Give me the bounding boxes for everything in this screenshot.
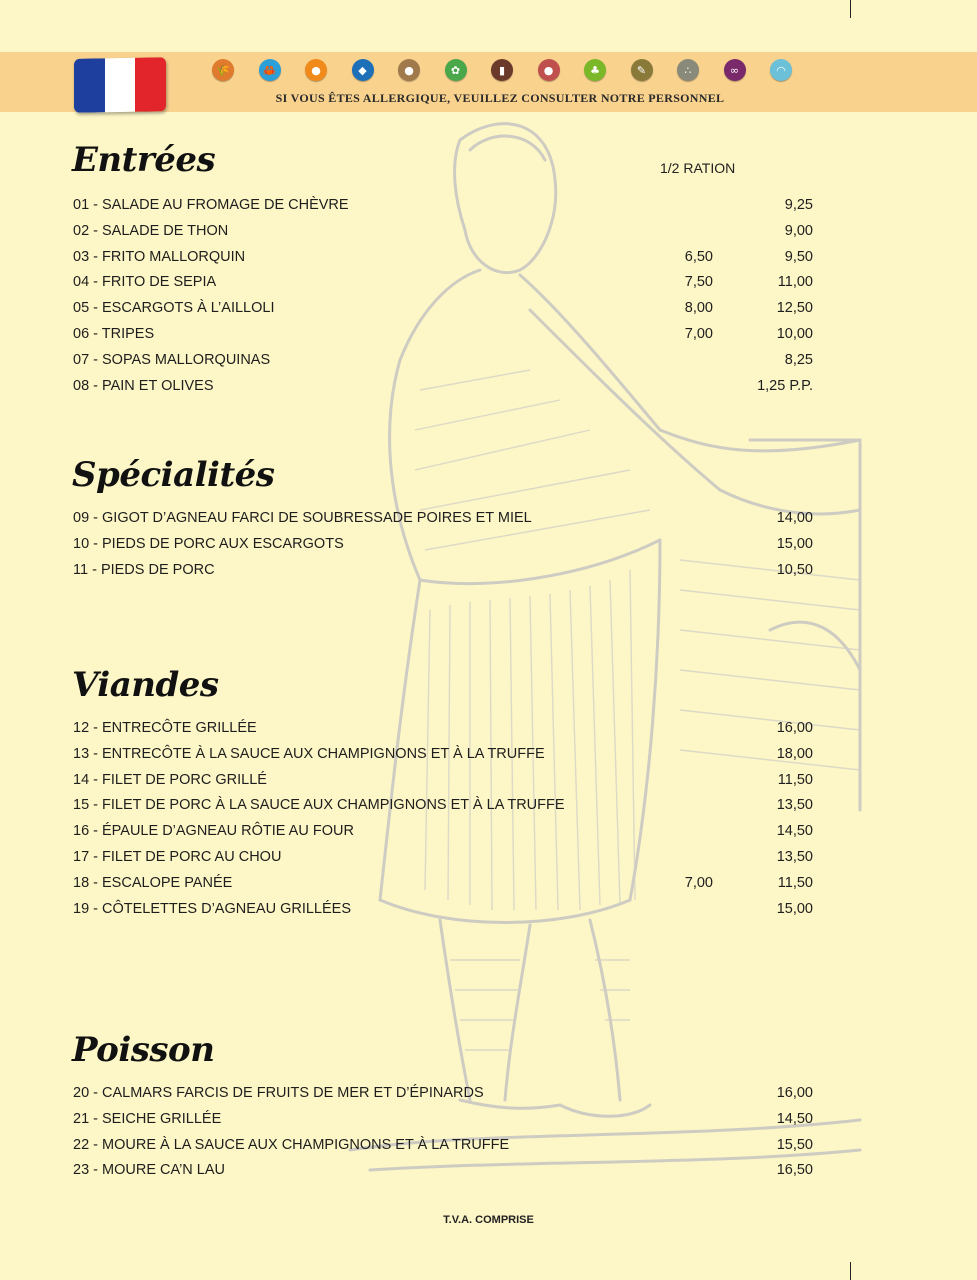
fish-icon: ◆ <box>352 59 374 81</box>
menu-item-price: 9,25 <box>784 197 813 213</box>
menu-item-name: 22 - MOURE À LA SAUCE AUX CHAMPIGNONS ET À LA TRUFFE <box>73 1136 510 1153</box>
menu-item-price: 11,50 <box>777 874 813 891</box>
menu-item-price: 14,50 <box>776 823 813 840</box>
menu-item-name: 04 - FRITO DE SEPIA <box>73 274 217 291</box>
sulphite-icon: ∞ <box>724 59 746 81</box>
menu-item <box>73 300 813 322</box>
menu-item-half-price: 7,00 <box>684 874 713 891</box>
crustacean-icon: 🦀 <box>259 59 281 81</box>
menu-item <box>73 197 813 219</box>
menu-item-half-price: 6,50 <box>684 248 713 265</box>
menu-item-name: 01 - SALADE AU FROMAGE DE CHÈVRE <box>73 197 349 213</box>
menu-item-name: 10 - PIEDS DE PORC AUX ESCARGOTS <box>73 535 344 552</box>
sesame-icon: ∴ <box>677 59 699 81</box>
menu-item-name: 21 - SEICHE GRILLÉE <box>73 1110 222 1127</box>
menu-item-name: 06 - TRIPES <box>73 326 155 342</box>
menu-item <box>73 378 813 400</box>
menu-item-name: 17 - FILET DE PORC AU CHOU <box>73 849 282 865</box>
allergy-notice: SI VOUS ÊTES ALLERGIQUE, VEUILLEZ CONSULTER NOTRE PERSONNEL <box>275 91 725 105</box>
nuts-icon: ● <box>538 59 560 81</box>
menu-item-name: 11 - PIEDS DE PORC <box>73 561 215 578</box>
menu-item-name: 14 - FILET DE PORC GRILLÉ <box>73 771 267 788</box>
menu-item-price: 11,00 <box>777 274 813 291</box>
menu-item-name: 18 - ESCALOPE PANÉE <box>73 874 233 891</box>
menu-item-name: 19 - CÔTELETTES D’AGNEAU GRILLÉES <box>73 900 351 917</box>
menu-item-name: 23 - MOURE CA’N LAU <box>73 1162 226 1179</box>
menu-item-half-price: 7,00 <box>684 326 713 342</box>
menu-item <box>73 510 813 532</box>
menu-item-half-price: 7,50 <box>684 274 713 291</box>
menu-item <box>73 849 813 871</box>
allergen-icon-row <box>212 59 792 83</box>
menu-item-price: 9,00 <box>784 222 813 239</box>
flag-stripe-red <box>135 57 166 112</box>
menu-item-name: 03 - FRITO MALLORQUIN <box>73 248 246 265</box>
menu-item <box>73 772 813 794</box>
menu-item <box>73 1111 813 1133</box>
celery-icon: ♣ <box>584 59 606 81</box>
menu-item-name: 20 - CALMARS FARCIS DE FRUITS DE MER ET D’ÉPINARDS <box>73 1085 484 1101</box>
crop-mark-top <box>850 0 851 18</box>
menu-item-price: 14,00 <box>776 510 813 526</box>
menu-item <box>73 720 813 742</box>
menu-item-name: 07 - SOPAS MALLORQUINAS <box>73 351 271 368</box>
menu-item <box>73 562 813 584</box>
menu-item <box>73 746 813 768</box>
menu-item-price: 1,25 P.P. <box>757 377 813 394</box>
egg-icon: ● <box>305 59 327 81</box>
menu-item-price: 9,50 <box>784 248 813 265</box>
menu-item-name: 05 - ESCARGOTS À L’AILLOLI <box>73 300 275 317</box>
flag-stripe-blue <box>74 58 105 113</box>
menu-item <box>73 901 813 923</box>
mustard-icon: ✎ <box>631 59 653 81</box>
menu-item-name: 15 - FILET DE PORC À LA SAUCE AUX CHAMPIGNONS ET À LA TRUFFE <box>73 797 565 814</box>
section-title: Spécialités <box>72 455 275 495</box>
menu-item-name: 13 - ENTRECÔTE À LA SAUCE AUX CHAMPIGNONS ET À LA TRUFFE <box>73 745 545 762</box>
menu-item <box>73 223 813 245</box>
menu-item <box>73 352 813 374</box>
section-title: Entrées <box>72 140 216 180</box>
menu-item-price: 16,00 <box>776 720 813 736</box>
french-flag-icon <box>74 57 166 113</box>
gluten-icon: 🌾 <box>212 59 234 81</box>
menu-item <box>73 326 813 348</box>
milk-icon: ▮ <box>491 59 513 81</box>
menu-item <box>73 1085 813 1107</box>
half-ration-header: 1/2 RATION <box>660 160 736 176</box>
flag-stripe-white <box>105 58 136 113</box>
vat-note: T.V.A. COMPRISE <box>443 1214 534 1226</box>
menu-item <box>73 1137 813 1159</box>
menu-item-price: 16,00 <box>776 1085 813 1101</box>
menu-item <box>73 249 813 271</box>
menu-item-name: 12 - ENTRECÔTE GRILLÉE <box>73 720 257 736</box>
menu-item <box>73 823 813 845</box>
menu-item-price: 12,50 <box>776 300 813 317</box>
menu-item-price: 11,50 <box>777 771 813 788</box>
menu-item-name: 08 - PAIN ET OLIVES <box>73 377 214 394</box>
peanut-icon: ● <box>398 59 420 81</box>
menu-item <box>73 1162 813 1184</box>
menu-item-price: 10,00 <box>776 326 813 342</box>
menu-item-price: 15,50 <box>776 1136 813 1153</box>
menu-item-price: 18,00 <box>776 745 813 762</box>
menu-item-price: 13,50 <box>776 797 813 814</box>
menu-item <box>73 274 813 296</box>
menu-item-price: 14,50 <box>776 1110 813 1127</box>
menu-item-price: 13,50 <box>776 849 813 865</box>
menu-item-name: 09 - GIGOT D’AGNEAU FARCI DE SOUBRESSADE POIRES ET MIEL <box>73 510 532 526</box>
menu-item <box>73 536 813 558</box>
menu-item-name: 16 - ÉPAULE D’AGNEAU RÔTIE AU FOUR <box>73 823 354 840</box>
menu-item-name: 02 - SALADE DE THON <box>73 222 229 239</box>
menu-item-price: 8,25 <box>784 351 813 368</box>
menu-item-half-price: 8,00 <box>684 300 713 317</box>
menu-item-price: 15,00 <box>776 535 813 552</box>
menu-item-price: 16,50 <box>776 1162 813 1179</box>
section-title: Poisson <box>72 1030 215 1070</box>
menu-item <box>73 797 813 819</box>
soy-icon: ✿ <box>445 59 467 81</box>
menu-item-price: 15,00 <box>776 900 813 917</box>
section-title: Viandes <box>72 665 219 705</box>
crop-mark-bottom <box>850 1262 851 1280</box>
mollusc-icon: ◠ <box>770 59 792 81</box>
menu-item-price: 10,50 <box>776 561 813 578</box>
menu-item <box>73 875 813 897</box>
